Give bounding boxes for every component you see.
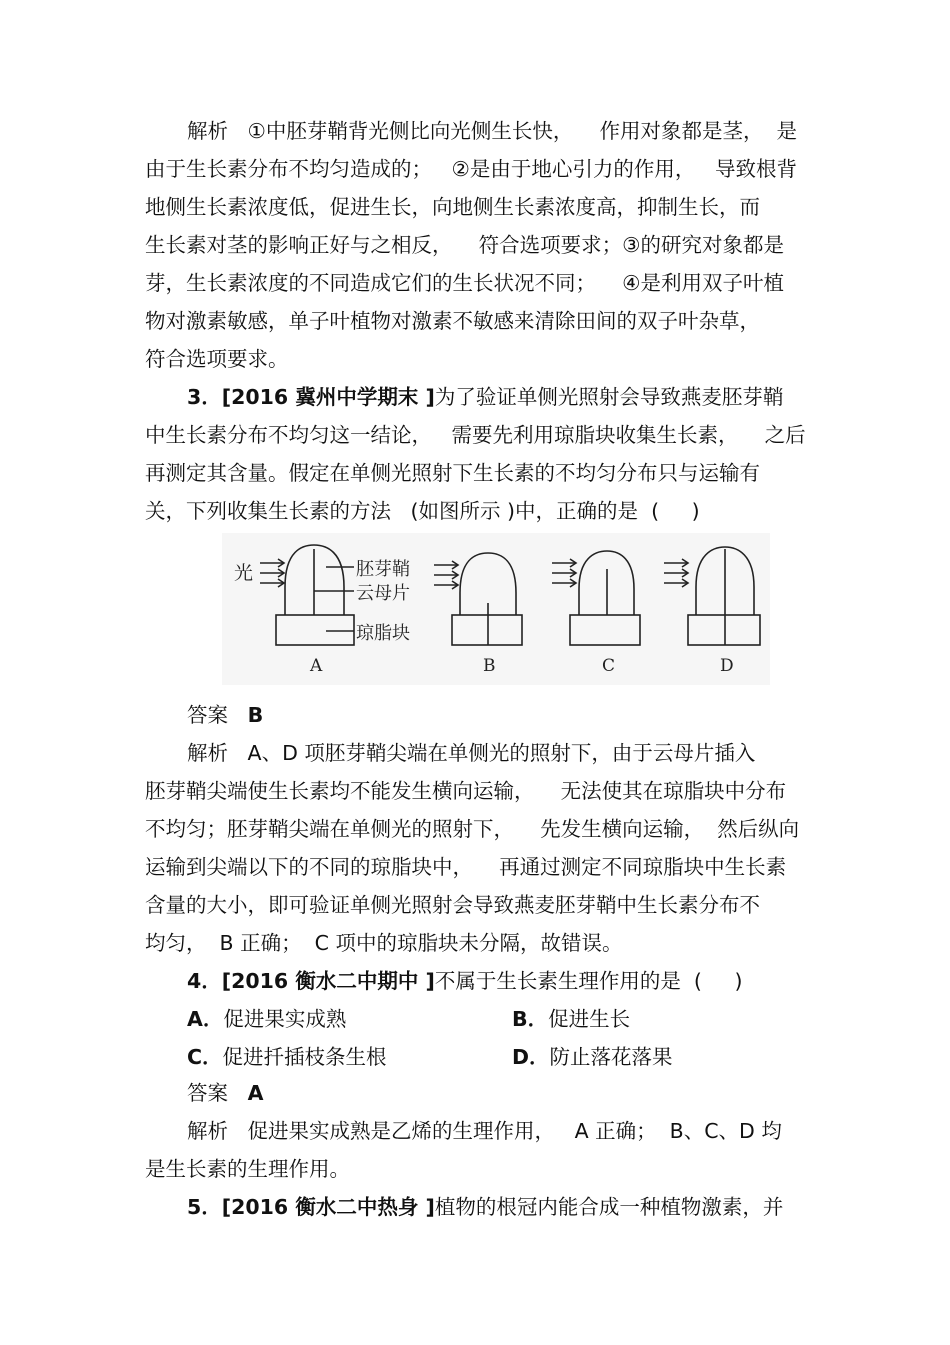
analysis-line: 解析 ①中胚芽鞘背光侧比向光侧生长快， 作用对象都是茎， 是 [187, 119, 798, 143]
answer-label: 答案 [187, 1081, 228, 1105]
option-d [512, 1044, 673, 1070]
question-number: 4． [187, 969, 222, 993]
figure-label-c: C [602, 656, 616, 676]
option-key: D． [512, 1045, 550, 1069]
figure-label-b: B [483, 656, 496, 676]
question-line: 关，下列收集生长素的方法 (如图所示 )中，正确的是 ( ) [145, 499, 700, 523]
figure-label-a: A [310, 656, 323, 676]
question-source: [2016 冀州中学期末 ] [221, 385, 435, 409]
question-source: [2016 衡水二中热身 ] [221, 1195, 435, 1219]
question-number: 5． [187, 1195, 222, 1219]
option-key: B． [512, 1007, 549, 1031]
agar-label: 琼脂块 [356, 623, 410, 644]
analysis-line: 解析 促进果实成熟是乙烯的生理作用， A 正确； B、C、D 均 [187, 1119, 782, 1143]
option-text: 促进果实成熟 [223, 1007, 347, 1031]
mica-label: 云母片 [356, 583, 410, 604]
option-b [512, 1006, 630, 1032]
option-key: A． [187, 1007, 224, 1031]
answer-line [187, 702, 263, 728]
light-label: 光 [234, 562, 254, 584]
answer-value: B [247, 703, 264, 727]
option-text: 防止落花落果 [549, 1045, 673, 1069]
answer-value: A [247, 1081, 264, 1105]
question-stem: 为了验证单侧光照射会导致燕麦胚芽鞘 [434, 385, 784, 409]
question-4-line [187, 968, 742, 994]
answer-line [187, 1080, 263, 1106]
option-text: 促进生长 [548, 1007, 631, 1031]
question-5-line [187, 1194, 783, 1220]
question-line: 再测定其含量。假定在单侧光照射下生长素的不均匀分布只与运输有 [145, 461, 760, 485]
analysis-line: 由于生长素分布不均匀造成的； ②是由于地心引力的作用， 导致根背 [145, 157, 797, 181]
analysis-line: 物对激素敏感，单子叶植物对激素不敏感来清除田间的双子叶杂草， [145, 309, 760, 333]
analysis-line: 生长素对茎的影响正好与之相反， 符合选项要求；③的研究对象都是 [145, 233, 784, 257]
analysis-line: 胚芽鞘尖端使生长素均不能发生横向运输， 无法使其在琼脂块中分布 [145, 779, 787, 803]
analysis-line: 地侧生长素浓度低，促进生长，向地侧生长素浓度高，抑制生长，而 [145, 195, 760, 219]
analysis-line: 解析 A、D 项胚芽鞘尖端在单侧光的照射下，由于云母片插入 [187, 741, 756, 765]
option-c [187, 1044, 387, 1070]
arrows-a [260, 559, 284, 587]
analysis-line: 运输到尖端以下的不同的琼脂块中， 再通过测定不同琼脂块中生长素 [145, 855, 787, 879]
analysis-line: 均匀， B 正确； C 项中的琼脂块未分隔，故错误。 [145, 931, 623, 955]
figure-label-d: D [720, 656, 734, 676]
option-key: C． [187, 1045, 223, 1069]
coleoptile-label: 胚芽鞘 [356, 559, 410, 580]
question-stem: 植物的根冠内能合成一种植物激素，并 [434, 1195, 784, 1219]
analysis-line: 芽，生长素浓度的不同造成它们的生长状况不同； ④是利用双子叶植 [145, 271, 784, 295]
question-source: [2016 衡水二中期中 ] [221, 969, 435, 993]
answer-label: 答案 [187, 703, 228, 727]
question-number: 3． [187, 385, 222, 409]
option-text: 促进扦插枝条生根 [222, 1045, 387, 1069]
question-3-first-line [187, 384, 783, 410]
question-stem: 不属于生长素生理作用的是 ( ) [434, 969, 743, 993]
analysis-line: 含量的大小，即可验证单侧光照射会导致燕麦胚芽鞘中生长素分布不 [145, 893, 760, 917]
option-a [187, 1006, 346, 1032]
coleoptile-figure [222, 533, 770, 685]
analysis-line: 符合选项要求。 [145, 347, 289, 371]
analysis-line: 是生长素的生理作用。 [145, 1157, 350, 1181]
analysis-line: 不均匀；胚芽鞘尖端在单侧光的照射下， 先发生横向运输， 然后纵向 [145, 817, 800, 841]
question-line: 中生长素分布不均匀这一结论， 需要先利用琼脂块收集生长素， 之后 [145, 423, 806, 447]
